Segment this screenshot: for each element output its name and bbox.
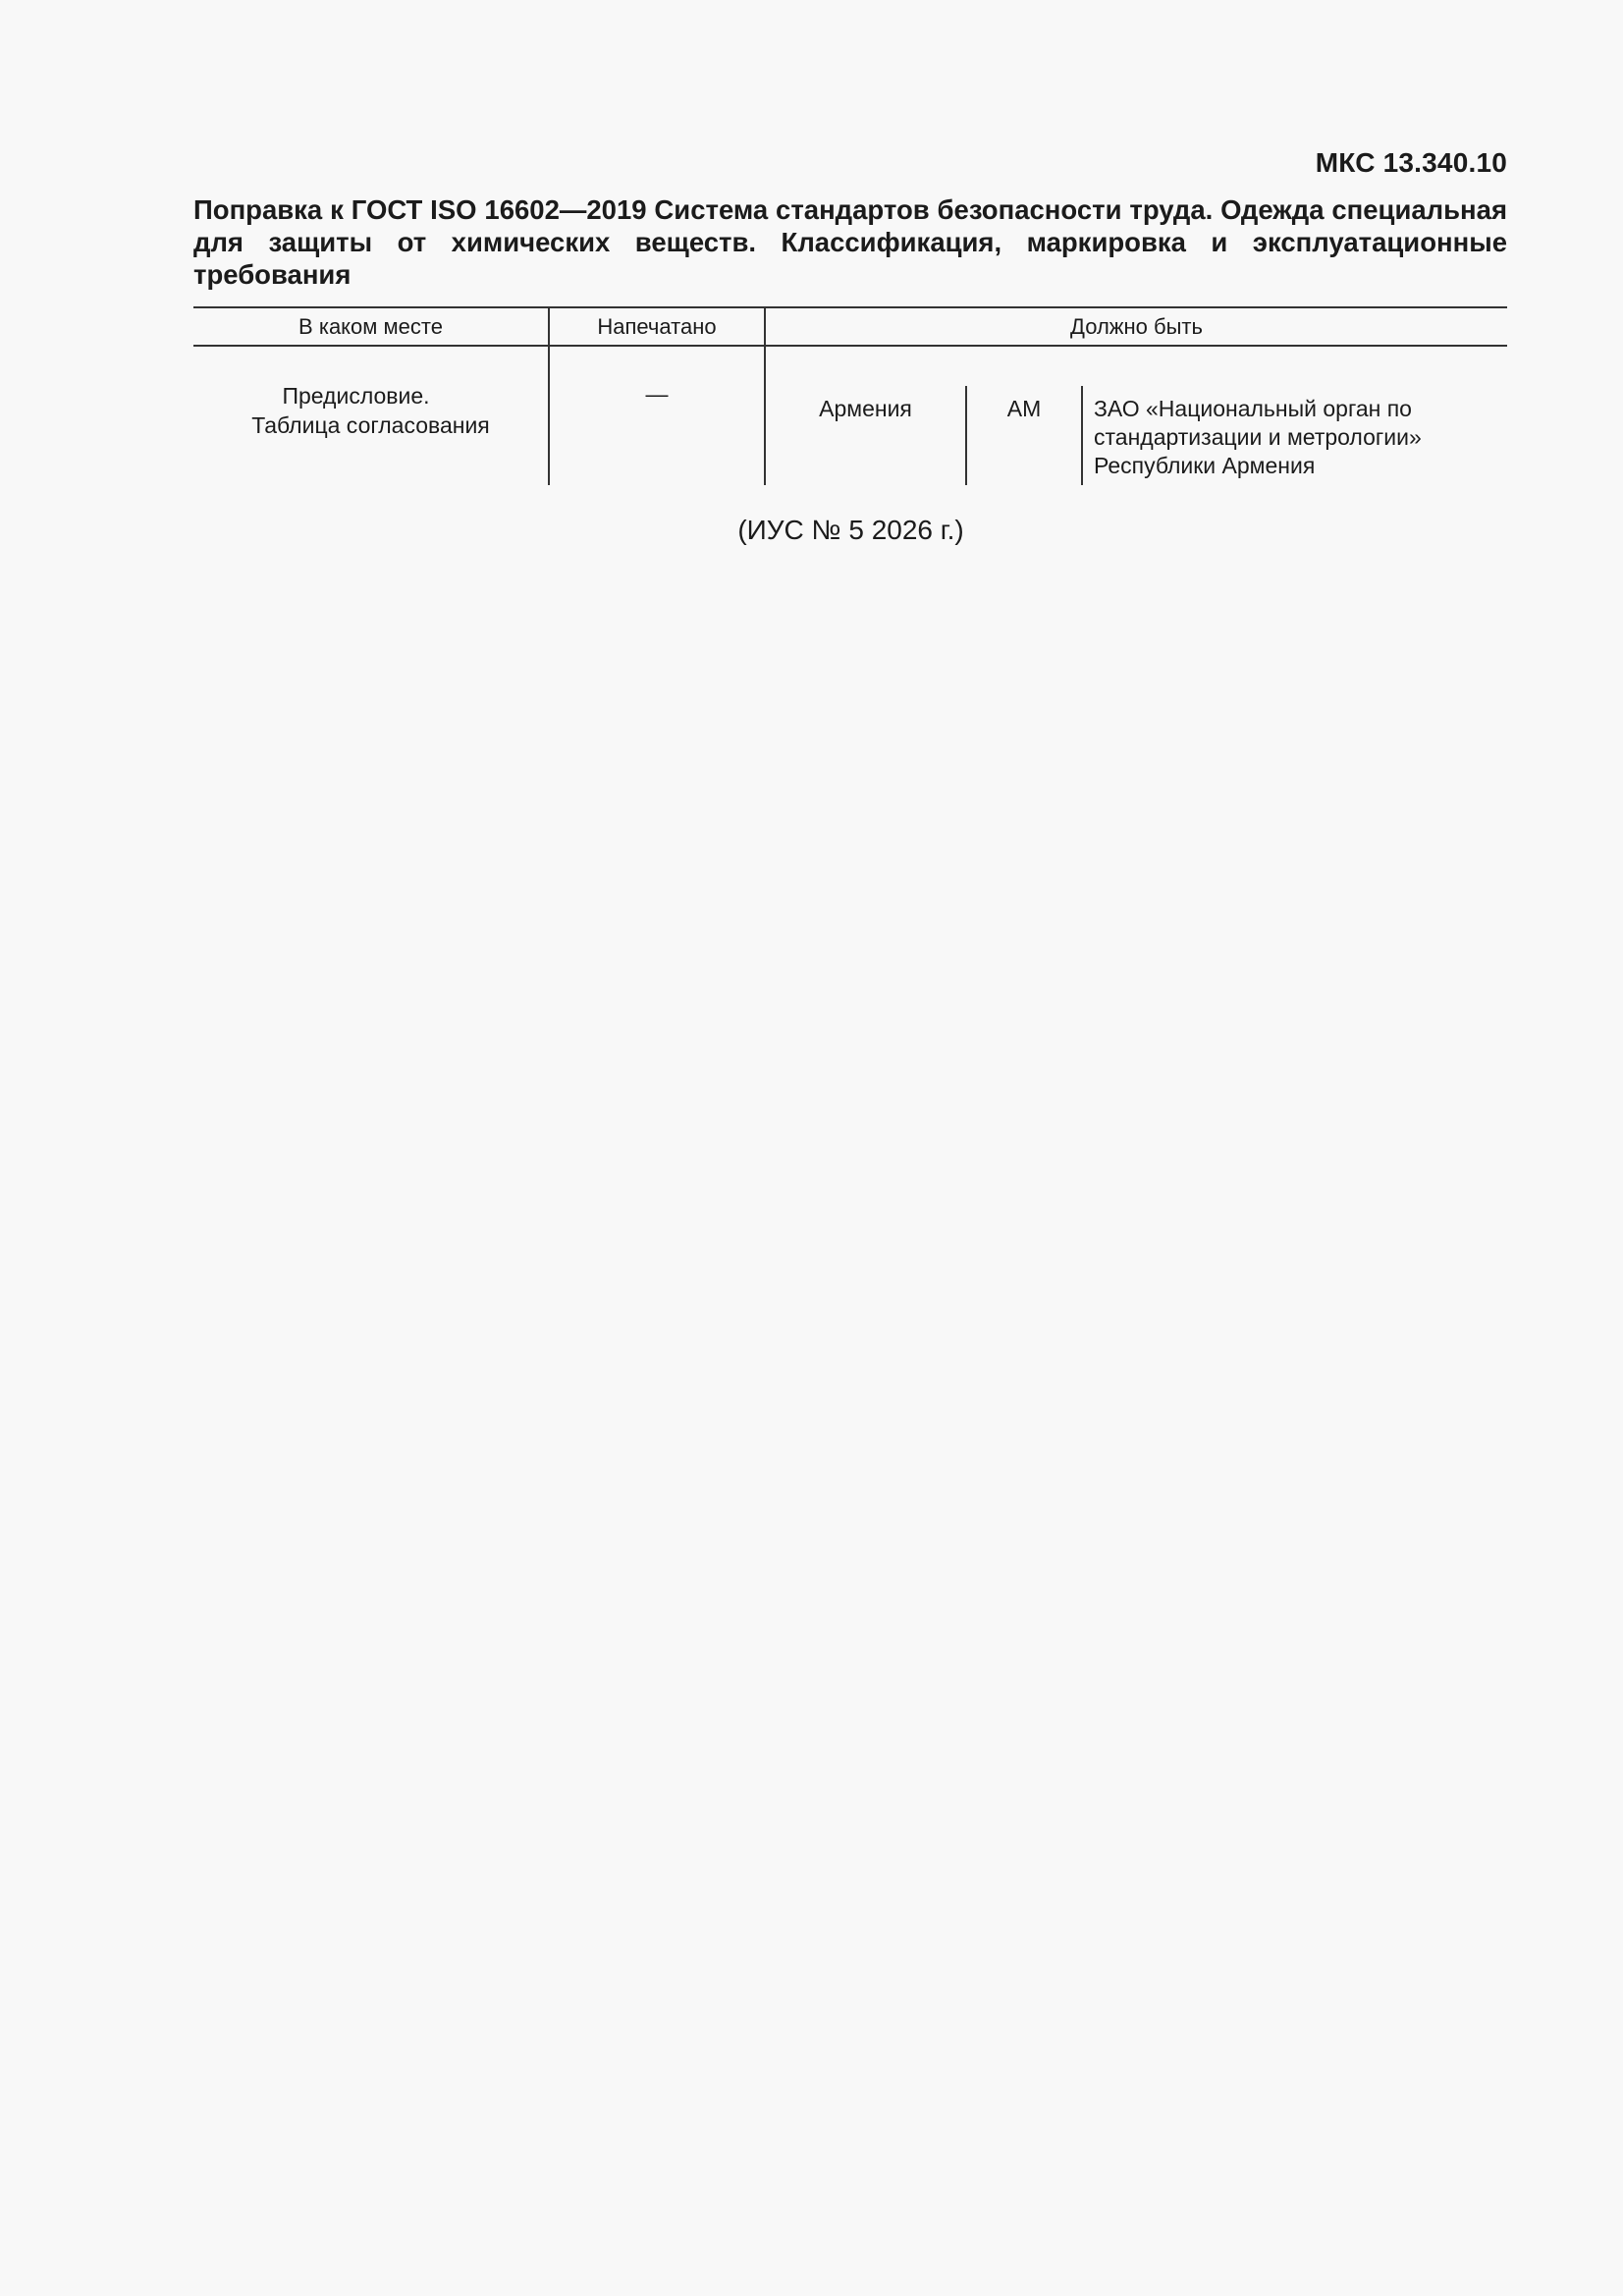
document-title [193,193,1507,291]
cell-country: Армения [819,396,912,421]
place-line-1: Предисловие. [282,383,430,409]
cell-country-code: AM [1006,396,1042,421]
table-header-border [193,345,1507,347]
org-line-3: Республики Армения [1094,453,1316,478]
column-header-should-be: Должно быть [1070,314,1203,339]
place-line-2: Таблица согласования [251,412,490,438]
mks-code: МКС 13.340.10 [1315,147,1507,178]
column-header-place: В каком месте [298,314,443,339]
column-header-printed: Напечатано [597,314,717,339]
cell-organization [1094,395,1506,480]
ius-reference: (ИУС № 5 2026 г.) [737,515,964,545]
cell-place [193,381,548,440]
title-line-2: для защиты от химических веществ. Классификация, маркировка и эксплуатационные требования [193,227,1507,290]
cell-printed: — [645,381,669,407]
subcolumn-divider-2 [1081,386,1083,485]
org-line-1: ЗАО «Национальный орган по [1094,396,1412,421]
org-line-2: стандартизации и метрологии» [1094,424,1422,450]
title-line-1: Поправка к ГОСТ ISO 16602—2019 Система стандартов безопасности труда. Одежда специальная [193,194,1507,225]
table-top-border [193,306,1507,308]
